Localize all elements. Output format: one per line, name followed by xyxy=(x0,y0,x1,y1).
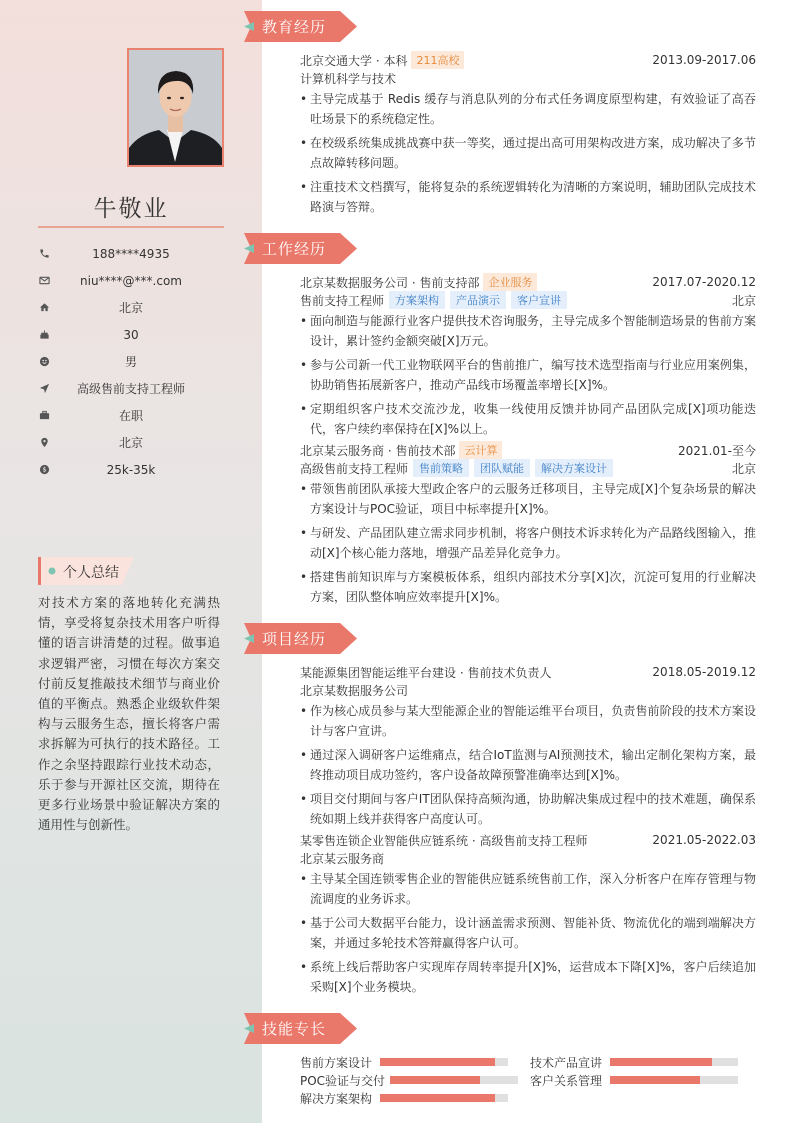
target-position: 高级售前支持工程师 xyxy=(76,382,185,396)
project-2-header xyxy=(300,831,756,849)
work-block-2 xyxy=(300,441,756,611)
skill-bar-fill xyxy=(610,1076,700,1084)
list-item: • 系统上线后帮助客户实现库存周转率提升[X]%，运营成本下降[X]%，客户后续追加采购[X]个业务模块。 xyxy=(300,957,756,997)
info-hometown xyxy=(38,294,224,321)
list-item: • 基于公司大数据平台能力，设计涵盖需求预测、智能补货、物流优化的端到端解决方案，并通过多轮技术答辩赢得客户认可。 xyxy=(300,913,756,953)
list-item: • 与研发、产品团队建立需求同步机制，将客户侧技术诉求转化为产品路线图输入，推动[X]个核心能力落地，增强产品差异化竞争力。 xyxy=(300,523,756,563)
list-item: • 参与公司新一代工业物联网平台的售前推广，编写技术选型指南与行业应用案例集，协助销售拓展新客户，推动产品线市场覆盖率增长[X]%。 xyxy=(300,355,756,395)
skill-name: 技术产品宣讲 xyxy=(530,1055,603,1070)
location-icon xyxy=(38,437,50,449)
cake-icon xyxy=(38,329,50,341)
skill-bar xyxy=(610,1058,738,1066)
list-item: • 面向制造与能源行业客户提供技术咨询服务，主导完成多个智能制造场景的售前方案设计，累计签约金额突破[X]万元。 xyxy=(300,311,756,351)
section-project-heading xyxy=(244,623,358,654)
skill-bar xyxy=(610,1076,738,1084)
list-item: • 注重技术文档撰写，能将复杂的系统逻辑转化为清晰的方案说明，辅助团队完成技术路演与答辩。 xyxy=(300,177,756,217)
project-1-bullets xyxy=(300,701,756,829)
project-2-org-row xyxy=(300,849,756,867)
work-1-role-row xyxy=(300,291,756,309)
section-skills-title: 技能专长 xyxy=(262,1020,327,1038)
list-item: • 带领售前团队承接大型政企客户的云服务迁移项目，主导完成[X]个复杂场景的解决方案设计与POC验证，项目中标率提升[X]%。 xyxy=(300,479,756,519)
work-2-tag: 云计算 xyxy=(459,441,502,459)
skill-bar xyxy=(380,1058,508,1066)
education-header xyxy=(300,51,756,69)
work-1-date: 2017.07-2020.12 xyxy=(652,275,756,289)
skill-bar-fill xyxy=(610,1058,712,1066)
info-position xyxy=(38,375,224,402)
work-2-skill-tag: 售前策略 xyxy=(413,459,469,477)
info-location xyxy=(38,429,224,456)
work-1-bullets xyxy=(300,311,756,439)
list-item: • 作为核心成员参与某大型能源企业的智能运维平台项目，负责售前阶段的技术方案设计与客户宣讲。 xyxy=(300,701,756,741)
person-portrait xyxy=(129,50,222,165)
skill-name: 解决方案架构 xyxy=(300,1091,373,1106)
age: 30 xyxy=(123,327,139,342)
info-email xyxy=(38,267,224,294)
info-gender xyxy=(38,348,224,375)
project-1-header xyxy=(300,663,756,681)
skill-bar xyxy=(380,1094,508,1102)
email-icon xyxy=(38,275,50,287)
project-2-date: 2021.05-2022.03 xyxy=(652,833,756,847)
info-status xyxy=(38,402,224,429)
summary-heading xyxy=(38,557,138,585)
education-block xyxy=(300,51,756,221)
education-major-row xyxy=(300,69,756,87)
project-2-org: 北京某云服务商 xyxy=(300,851,385,866)
work-1-company: 北京某数据服务公司 · 售前支持部 xyxy=(300,275,480,290)
work-1-role: 售前支持工程师 xyxy=(300,293,385,308)
project-1-title: 某能源集团智能运维平台建设 · 售前技术负责人 xyxy=(300,665,552,680)
project-1-org: 北京某数据服务公司 xyxy=(300,683,409,698)
profile-photo xyxy=(127,48,224,167)
list-item: • 主导完成基于 Redis 缓存与消息队列的分布式任务调度原型构建，有效验证了高吞吐场景下的系统稳定性。 xyxy=(300,89,756,129)
name-divider xyxy=(38,226,224,228)
info-salary xyxy=(38,456,224,483)
list-item: • 在校级系统集成挑战赛中获一等奖，通过提出高可用架构改进方案，成功解决了多节点故障转移问题。 xyxy=(300,133,756,173)
list-item: • 定期组织客户技术交流沙龙，收集一线使用反馈并协同产品团队完成[X]项功能迭代，客户续约率保持在[X]%以上。 xyxy=(300,399,756,439)
summary-title: 个人总结 xyxy=(63,565,119,581)
work-1-city: 北京 xyxy=(731,293,756,308)
section-skills-heading xyxy=(244,1013,358,1044)
section-education-title: 教育经历 xyxy=(262,18,327,36)
contact-info-list xyxy=(38,240,224,483)
project-2-bullets xyxy=(300,869,756,997)
list-item: • 通过深入调研客户运维痛点，结合IoT监测与AI预测技术，输出定制化架构方案，最终推动项目成功签约，客户设备故障预警准确率达到[X]%。 xyxy=(300,745,756,785)
education-date: 2013.09-2017.06 xyxy=(652,53,756,67)
work-2-header xyxy=(300,441,756,459)
skill-bar-fill xyxy=(380,1058,495,1066)
section-work-title: 工作经历 xyxy=(262,240,327,258)
send-icon xyxy=(38,383,50,395)
skill-bar xyxy=(390,1076,518,1084)
money-icon xyxy=(38,464,50,476)
summary-text: 对技术方案的落地转化充满热情，享受将复杂技术用客户听得懂的语言讲清楚的过程。做事追求逻辑严密，习惯在每次方案交付前反复推敲技术细节与商业价值的平衡点。熟悉企业级软件架构与云服务生态，擅长将客户需求拆解为可执行的技术路径。工作之余坚持跟踪行业技术动态，乐于参与开源社区交流，期待在更多行业场景中验证解决方案的通用性与创新性。 xyxy=(38,595,220,833)
list-item: • 主导某全国连锁零售企业的智能供应链系统售前工作，深入分析客户在库存管理与物流调度的业务诉求。 xyxy=(300,869,756,909)
skill-name: POC验证与交付 xyxy=(300,1073,386,1088)
skill-name: 客户关系管理 xyxy=(530,1073,603,1088)
work-1-header xyxy=(300,273,756,291)
work-2-bullets xyxy=(300,479,756,607)
list-item: • 项目交付期间与客户IT团队保持高频沟通，协助解决集成过程中的技术难题，确保系统如期上线并获得客户高度认可。 xyxy=(300,789,756,829)
work-2-date: 2021.01-至今 xyxy=(678,443,756,458)
work-2-role: 高级售前支持工程师 xyxy=(300,461,409,476)
work-1-tag: 企业服务 xyxy=(483,273,537,291)
work-1-skill-tag: 产品演示 xyxy=(450,291,506,309)
section-education-heading xyxy=(244,11,358,42)
phone-icon xyxy=(38,248,50,260)
project-1-org-row xyxy=(300,681,756,699)
education-bullets xyxy=(300,89,756,217)
school-tag: 211高校 xyxy=(411,51,464,69)
project-block-2 xyxy=(300,831,756,1001)
work-2-skill-tag: 解决方案设计 xyxy=(535,459,613,477)
work-block-1 xyxy=(300,273,756,443)
skill-name: 售前方案设计 xyxy=(300,1055,373,1070)
work-2-company: 北京某云服务商 · 售前技术部 xyxy=(300,443,456,458)
phone-number: 188****4935 xyxy=(92,246,170,261)
work-2-role-row xyxy=(300,459,756,477)
employment-status: 在职 xyxy=(118,409,143,423)
project-1-date: 2018.05-2019.12 xyxy=(652,665,756,679)
school-name: 北京交通大学 · 本科 xyxy=(300,53,408,68)
gender: 男 xyxy=(124,355,137,369)
desired-location: 北京 xyxy=(118,436,143,450)
work-1-skill-tag: 方案架构 xyxy=(389,291,445,309)
skill-bar-fill xyxy=(390,1076,480,1084)
skill-bar-fill xyxy=(380,1094,495,1102)
info-phone xyxy=(38,240,224,267)
list-item: • 搭建售前知识库与方案模板体系，组织内部技术分享[X]次，沉淀可复用的行业解决方案，团队整体响应效率提升[X]%。 xyxy=(300,567,756,607)
work-2-city: 北京 xyxy=(731,461,756,476)
hometown: 北京 xyxy=(118,301,143,315)
info-age xyxy=(38,321,224,348)
email-address: niu****@***.com xyxy=(80,273,182,288)
project-block-1 xyxy=(300,663,756,833)
work-2-skill-tag: 团队赋能 xyxy=(474,459,530,477)
smile-icon xyxy=(38,356,50,368)
candidate-name: 牛敬业 xyxy=(93,196,169,222)
work-1-skill-tag: 客户宣讲 xyxy=(511,291,567,309)
expected-salary: 25k-35k xyxy=(106,462,156,477)
section-project-title: 项目经历 xyxy=(262,630,327,648)
section-work-heading xyxy=(244,233,358,264)
project-2-title: 某零售连锁企业智能供应链系统 · 高级售前支持工程师 xyxy=(300,833,588,848)
home-icon xyxy=(38,302,50,314)
svg-text:$: $ xyxy=(42,466,46,474)
major: 计算机科学与技术 xyxy=(300,71,397,86)
briefcase-icon xyxy=(38,410,50,422)
